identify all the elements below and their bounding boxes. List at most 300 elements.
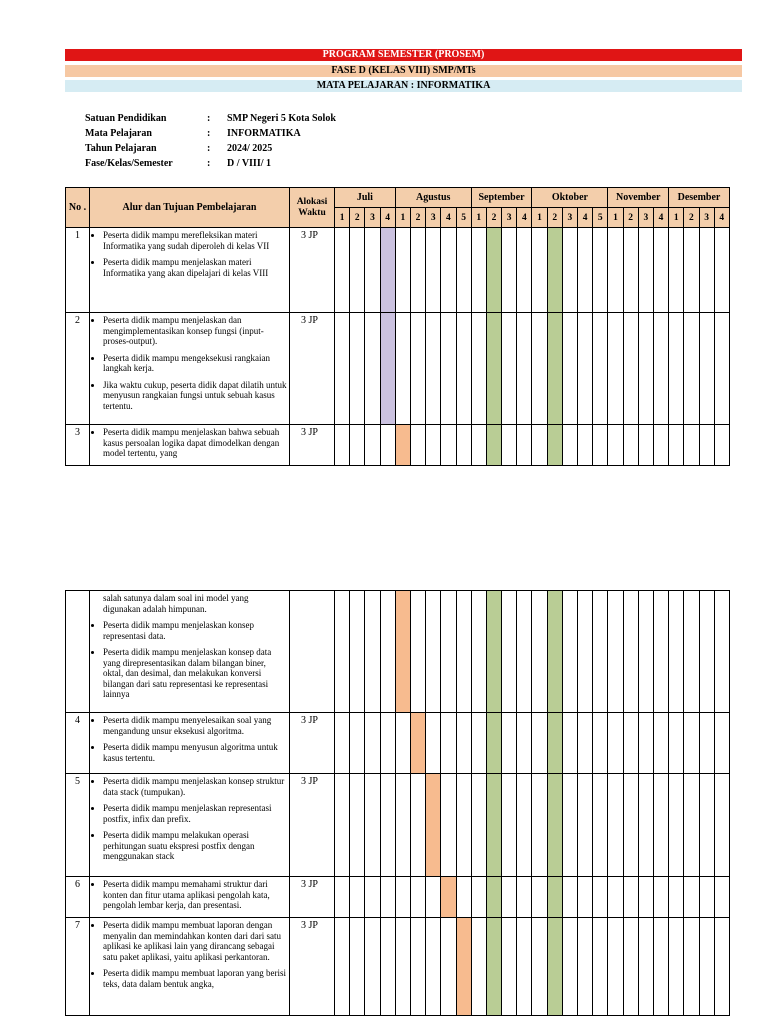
week-cell (395, 713, 410, 774)
week-cell (578, 774, 593, 877)
week-cell (638, 877, 653, 918)
week-cell (714, 877, 729, 918)
week-cell (669, 313, 684, 425)
week-cell (410, 774, 425, 877)
week-cell (517, 591, 532, 713)
week-cell (471, 591, 486, 713)
week-cell (350, 918, 365, 1016)
objective-list (94, 776, 287, 862)
week-cell (532, 774, 547, 877)
week-cell (638, 591, 653, 713)
week-header: 4 (517, 208, 532, 228)
phase-banner: FASE D (KELAS VIII) SMP/MTs (65, 65, 742, 77)
week-cell (456, 918, 471, 1016)
week-cell (365, 425, 380, 466)
week-cell (350, 877, 365, 918)
week-header: 1 (532, 208, 547, 228)
info-block (85, 111, 336, 171)
week-cell (532, 918, 547, 1016)
week-cell (699, 591, 714, 713)
week-cell (562, 425, 577, 466)
week-cell (653, 774, 668, 877)
week-cell (714, 774, 729, 877)
week-cell (638, 313, 653, 425)
week-cell (456, 313, 471, 425)
week-cell (547, 877, 562, 918)
info-row (85, 141, 336, 156)
week-cell (669, 877, 684, 918)
week-cell (684, 228, 699, 313)
row-number: 7 (66, 918, 90, 1016)
week-cell (714, 918, 729, 1016)
week-cell (517, 774, 532, 877)
objective-item: • Peserta didik mampu menjelaskan dan mengimplementasikan konsep fungsi (input-proses-output). (103, 315, 287, 347)
week-cell (441, 228, 456, 313)
week-header: 1 (335, 208, 350, 228)
week-cell (699, 313, 714, 425)
time-allocation: 3 JP (290, 228, 335, 313)
week-cell (441, 713, 456, 774)
week-header: 4 (578, 208, 593, 228)
week-cell (365, 228, 380, 313)
week-cell (426, 591, 441, 713)
week-cell (547, 425, 562, 466)
info-label: Tahun Pelajaran (85, 143, 157, 154)
info-value: 2024/ 2025 (227, 143, 273, 154)
info-label: Mata Pelajaran (85, 128, 152, 139)
table-row (66, 877, 730, 918)
week-cell (486, 918, 501, 1016)
week-cell (380, 425, 395, 466)
week-cell (653, 918, 668, 1016)
week-cell (593, 313, 608, 425)
week-cell (335, 228, 350, 313)
week-cell (502, 713, 517, 774)
week-cell (335, 591, 350, 713)
objective-item: • Peserta didik mampu menjelaskan konsep data yang direpresentasikan dalam bilangan biner, oktal, dan desimal, dan melakukan konversi bilangan dari satu representasi ke representasi lainnya (103, 647, 287, 700)
week-cell (502, 425, 517, 466)
week-cell (608, 425, 623, 466)
week-cell (350, 713, 365, 774)
week-cell (335, 713, 350, 774)
week-cell (335, 877, 350, 918)
objective-cell (90, 591, 290, 713)
week-cell (471, 713, 486, 774)
week-cell (684, 713, 699, 774)
week-cell (410, 591, 425, 713)
week-header: 2 (623, 208, 638, 228)
table-row (66, 425, 730, 466)
week-cell (517, 313, 532, 425)
week-header: 2 (547, 208, 562, 228)
info-row (85, 111, 336, 126)
week-cell (517, 425, 532, 466)
objective-item: • Peserta didik mampu memahami struktur dari konten dan fitur utama aplikasi pengolah kata, pengolah lembar kerja, dan presentasi. (103, 879, 287, 911)
week-cell (350, 591, 365, 713)
week-cell (547, 918, 562, 1016)
week-cell (608, 774, 623, 877)
week-cell (441, 591, 456, 713)
objective-cell (90, 228, 290, 313)
week-cell (502, 313, 517, 425)
week-header: 3 (699, 208, 714, 228)
objective-list (94, 230, 287, 278)
month-header: Agustus (395, 188, 471, 208)
week-cell (471, 877, 486, 918)
week-cell (532, 228, 547, 313)
week-cell (593, 877, 608, 918)
objective-item: • Peserta didik mampu menyelesaikan soal yang mengandung unsur eksekusi algoritma. (103, 715, 287, 736)
objective-item: • Peserta didik mampu menyusun algoritma untuk kasus tertentu. (103, 742, 287, 763)
week-cell (471, 425, 486, 466)
week-header: 5 (593, 208, 608, 228)
info-value: D / VIII/ 1 (227, 158, 271, 169)
week-cell (699, 228, 714, 313)
week-cell (638, 228, 653, 313)
week-cell (578, 228, 593, 313)
objective-cell (90, 313, 290, 425)
time-allocation (290, 591, 335, 713)
time-allocation: 3 JP (290, 774, 335, 877)
info-label: Fase/Kelas/Semester (85, 158, 173, 169)
table-row (66, 918, 730, 1016)
objective-cell (90, 713, 290, 774)
week-cell (669, 591, 684, 713)
week-cell (562, 713, 577, 774)
week-cell (441, 425, 456, 466)
schedule-table-page1 (65, 187, 730, 466)
week-cell (471, 774, 486, 877)
row-number: 2 (66, 313, 90, 425)
table-row (66, 591, 730, 713)
week-cell (699, 877, 714, 918)
row-number (66, 591, 90, 713)
week-cell (653, 228, 668, 313)
week-cell (593, 591, 608, 713)
info-value: INFORMATIKA (227, 128, 301, 139)
objective-item: • Peserta didik mampu mengeksekusi rangkaian langkah kerja. (103, 353, 287, 374)
week-cell (380, 713, 395, 774)
week-cell (456, 425, 471, 466)
week-cell (578, 591, 593, 713)
week-cell (456, 774, 471, 877)
objective-item: • Peserta didik mampu melakukan operasi perhitungan suatu ekspresi postfix dengan menggunakan stack (103, 830, 287, 862)
week-cell (486, 877, 501, 918)
week-cell (714, 313, 729, 425)
week-cell (395, 228, 410, 313)
week-cell (653, 313, 668, 425)
objective-cell (90, 918, 290, 1016)
week-cell (502, 591, 517, 713)
week-cell (532, 713, 547, 774)
subject-banner: MATA PELAJARAN : INFORMATIKA (65, 80, 742, 92)
week-cell (623, 713, 638, 774)
week-cell (410, 313, 425, 425)
week-header: 1 (608, 208, 623, 228)
week-cell (532, 313, 547, 425)
week-header: 2 (410, 208, 425, 228)
week-cell (714, 591, 729, 713)
week-cell (365, 591, 380, 713)
week-cell (669, 425, 684, 466)
week-cell (410, 877, 425, 918)
week-cell (380, 877, 395, 918)
week-cell (532, 877, 547, 918)
week-header: 4 (441, 208, 456, 228)
week-cell (395, 425, 410, 466)
document-title: PROGRAM SEMESTER (PROSEM) (65, 49, 742, 61)
info-sep: : (207, 128, 211, 139)
time-allocation: 3 JP (290, 713, 335, 774)
week-cell (623, 918, 638, 1016)
week-header: 4 (714, 208, 729, 228)
week-cell (547, 774, 562, 877)
week-cell (562, 877, 577, 918)
week-cell (578, 877, 593, 918)
objective-item: • Peserta didik mampu menjelaskan materi Informatika yang akan dipelajari di kelas VIII (103, 257, 287, 278)
week-header: 2 (684, 208, 699, 228)
objective-cell (90, 877, 290, 918)
week-header: 2 (486, 208, 501, 228)
week-header: 1 (395, 208, 410, 228)
week-header: 3 (502, 208, 517, 228)
week-cell (426, 425, 441, 466)
week-cell (456, 228, 471, 313)
week-cell (426, 228, 441, 313)
week-cell (517, 877, 532, 918)
week-cell (350, 774, 365, 877)
week-cell (380, 918, 395, 1016)
objective-cell (90, 425, 290, 466)
col-no: No . (66, 188, 90, 228)
week-cell (578, 713, 593, 774)
week-cell (502, 774, 517, 877)
week-cell (578, 918, 593, 1016)
week-cell (517, 713, 532, 774)
week-cell (532, 591, 547, 713)
info-row (85, 126, 336, 141)
week-cell (593, 425, 608, 466)
week-cell (426, 918, 441, 1016)
week-cell (699, 774, 714, 877)
week-cell (623, 313, 638, 425)
week-cell (562, 774, 577, 877)
table-row (66, 774, 730, 877)
week-cell (486, 228, 501, 313)
week-cell (684, 591, 699, 713)
week-cell (623, 425, 638, 466)
objective-item: • Peserta didik mampu menjelaskan konsep representasi data. (103, 620, 287, 641)
objective-item: • Peserta didik mampu membuat laporan yang berisi teks, data dalam bentuk angka, (103, 968, 287, 989)
week-cell (623, 591, 638, 713)
week-cell (684, 877, 699, 918)
week-cell (623, 774, 638, 877)
week-cell (608, 313, 623, 425)
week-cell (395, 591, 410, 713)
objective-item: • Peserta didik mampu menjelaskan bahwa sebuah kasus persoalan logika dapat dimodelkan dengan model tertentu, yang (103, 427, 287, 459)
week-cell (441, 877, 456, 918)
week-cell (684, 774, 699, 877)
week-cell (380, 774, 395, 877)
time-allocation: 3 JP (290, 425, 335, 466)
week-cell (517, 228, 532, 313)
week-cell (714, 228, 729, 313)
info-sep: : (207, 158, 211, 169)
week-cell (395, 313, 410, 425)
month-header: Desember (669, 188, 730, 208)
week-cell (486, 713, 501, 774)
week-cell (410, 425, 425, 466)
week-cell (410, 228, 425, 313)
week-cell (380, 228, 395, 313)
week-cell (471, 228, 486, 313)
week-header: 3 (638, 208, 653, 228)
week-cell (714, 425, 729, 466)
info-sep: : (207, 113, 211, 124)
week-cell (426, 313, 441, 425)
week-cell (471, 313, 486, 425)
week-cell (547, 713, 562, 774)
header-row (66, 188, 730, 208)
info-label: Satuan Pendidikan (85, 113, 167, 124)
week-cell (426, 774, 441, 877)
month-header: November (608, 188, 669, 208)
week-cell (699, 425, 714, 466)
week-cell (653, 877, 668, 918)
week-header: 1 (669, 208, 684, 228)
week-header: 3 (426, 208, 441, 228)
week-header: 1 (471, 208, 486, 228)
week-cell (608, 591, 623, 713)
week-cell (669, 774, 684, 877)
week-cell (638, 713, 653, 774)
week-cell (486, 774, 501, 877)
week-cell (410, 918, 425, 1016)
week-cell (456, 713, 471, 774)
week-cell (486, 591, 501, 713)
objective-item: • Peserta didik mampu menjelaskan konsep struktur data stack (tumpukan). (103, 776, 287, 797)
week-cell (593, 774, 608, 877)
objective-cell (90, 774, 290, 877)
week-cell (684, 918, 699, 1016)
week-cell (562, 313, 577, 425)
row-number: 6 (66, 877, 90, 918)
week-cell (562, 918, 577, 1016)
week-cell (365, 713, 380, 774)
week-cell (669, 713, 684, 774)
objective-list (94, 879, 287, 911)
objective-item: • Peserta didik mampu merefleksikan materi Informatika yang sudah diperoleh di kelas VII (103, 230, 287, 251)
row-number: 3 (66, 425, 90, 466)
table-row (66, 713, 730, 774)
week-cell (653, 591, 668, 713)
week-cell (562, 228, 577, 313)
week-cell (517, 918, 532, 1016)
week-cell (335, 918, 350, 1016)
week-header: 4 (653, 208, 668, 228)
objective-item: • Jika waktu cukup, peserta didik dapat dilatih untuk menyusun rangkaian fungsi untuk sebuah kasus tertentu. (103, 380, 287, 412)
week-cell (441, 774, 456, 877)
week-cell (638, 918, 653, 1016)
week-cell (593, 228, 608, 313)
month-header: Juli (335, 188, 396, 208)
week-cell (502, 228, 517, 313)
week-cell (547, 228, 562, 313)
week-cell (502, 877, 517, 918)
month-header: Oktober (532, 188, 608, 208)
week-cell (608, 713, 623, 774)
info-value: SMP Negeri 5 Kota Solok (227, 113, 336, 124)
week-cell (638, 774, 653, 877)
time-allocation: 3 JP (290, 877, 335, 918)
objective-list (94, 427, 287, 459)
week-cell (638, 425, 653, 466)
week-cell (547, 313, 562, 425)
week-cell (441, 313, 456, 425)
week-cell (608, 877, 623, 918)
week-cell (653, 713, 668, 774)
week-cell (410, 713, 425, 774)
objective-item: • Peserta didik mampu membuat laporan dengan menyalin dan memindahkan konten dari dari satu aplikasi ke aplikasi lain yang dirancang sebagai satu paket aplikasi, yaitu aplikasi perkantoran. (103, 920, 287, 962)
week-cell (456, 591, 471, 713)
week-cell (395, 774, 410, 877)
table-row (66, 313, 730, 425)
week-cell (653, 425, 668, 466)
week-cell (578, 425, 593, 466)
info-sep: : (207, 143, 211, 154)
week-cell (380, 591, 395, 713)
week-cell (380, 313, 395, 425)
week-header: 5 (456, 208, 471, 228)
week-cell (350, 313, 365, 425)
week-cell (578, 313, 593, 425)
table-row (66, 228, 730, 313)
week-cell (350, 228, 365, 313)
week-cell (350, 425, 365, 466)
objective-list (94, 715, 287, 763)
objective-list (94, 620, 287, 700)
week-cell (426, 877, 441, 918)
time-allocation: 3 JP (290, 918, 335, 1016)
week-cell (593, 713, 608, 774)
week-cell (608, 918, 623, 1016)
week-cell (395, 877, 410, 918)
week-cell (684, 313, 699, 425)
week-cell (669, 918, 684, 1016)
week-header: 3 (365, 208, 380, 228)
week-cell (684, 425, 699, 466)
week-cell (502, 918, 517, 1016)
schedule-table-page2 (65, 590, 730, 1016)
week-cell (335, 313, 350, 425)
objective-continued: salah satunya dalam soal ini model yang digunakan adalah himpunan. (103, 593, 249, 614)
week-cell (593, 918, 608, 1016)
week-cell (532, 425, 547, 466)
week-cell (395, 918, 410, 1016)
week-cell (486, 425, 501, 466)
week-cell (608, 228, 623, 313)
objective-list (94, 920, 287, 989)
week-cell (714, 713, 729, 774)
month-header: September (471, 188, 532, 208)
row-number: 1 (66, 228, 90, 313)
info-row (85, 156, 336, 171)
week-cell (623, 228, 638, 313)
time-allocation: 3 JP (290, 313, 335, 425)
week-header: 4 (380, 208, 395, 228)
week-cell (547, 591, 562, 713)
week-cell (441, 918, 456, 1016)
